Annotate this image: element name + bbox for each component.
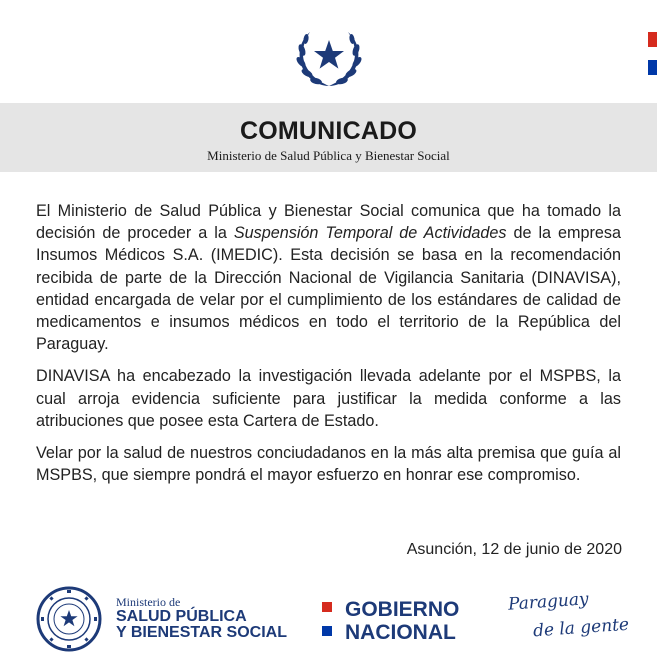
slogan-line-2: de la gente <box>532 614 630 642</box>
title-banner <box>0 103 657 172</box>
blue-square <box>322 626 332 636</box>
paragraph-1-part-a: El Ministerio de Salud Pública y Bienestar Social comunica que ha tomado la decisión de proceder a la <box>36 202 621 243</box>
page-title: COMUNICADO <box>240 117 417 145</box>
gobierno-line-2: NACIONAL <box>345 621 456 644</box>
ministry-logo-small: Ministerio de <box>116 595 181 609</box>
ministry-logo <box>116 596 287 641</box>
slogan-line-1: Paraguay <box>507 589 590 615</box>
national-seal-icon <box>36 586 102 652</box>
paragraph-3: Velar por la salud de nuestros conciudadanos en la más alta premisa que guía al MSPBS, que siempre pondrá el mayor esfuerzo en honrar ese compromiso. <box>36 444 621 485</box>
footer <box>0 580 657 659</box>
gobierno-squares-icon <box>322 602 332 650</box>
star-wreath-emblem-icon <box>290 20 368 92</box>
paragraph-1-emphasis: Suspensión Temporal de Actividades <box>233 224 507 243</box>
gobierno-nacional-logo <box>345 598 459 644</box>
paragraph-1-part-b: de la empresa Insumos Médicos S.A. (IMEDIC). Esta decisión se basa en la recomendación recibida de parte de la Dirección Nacional de Vigilancia Sanitaria (DINAVISA), entidad encargada de velar por el cumplimiento de los estándares de calidad de medicamentos e insumos médicos en todo el territorio de la República del Paraguay. <box>36 224 622 354</box>
paragraph-2: DINAVISA ha encabezado la investigación llevada adelante por el MSPBS, la cual arroja evidencia suficiente para justificar la medida conforme a las atribuciones que posee esta Cartera de Estado. <box>36 367 621 430</box>
red-square <box>322 602 332 612</box>
flag-blue-stripe <box>648 60 657 75</box>
statement-body <box>36 200 621 496</box>
flag-red-stripe <box>648 32 657 47</box>
page-subtitle: Ministerio de Salud Pública y Bienestar Social <box>207 148 450 163</box>
gobierno-line-1: GOBIERNO <box>345 598 460 621</box>
ministry-logo-line-2: Y BIENESTAR SOCIAL <box>116 624 287 641</box>
date-line: Asunción, 12 de junio de 2020 <box>406 541 622 558</box>
ministry-logo-line-1: SALUD PÚBLICA <box>116 608 247 625</box>
paragraph-1 <box>36 200 621 355</box>
